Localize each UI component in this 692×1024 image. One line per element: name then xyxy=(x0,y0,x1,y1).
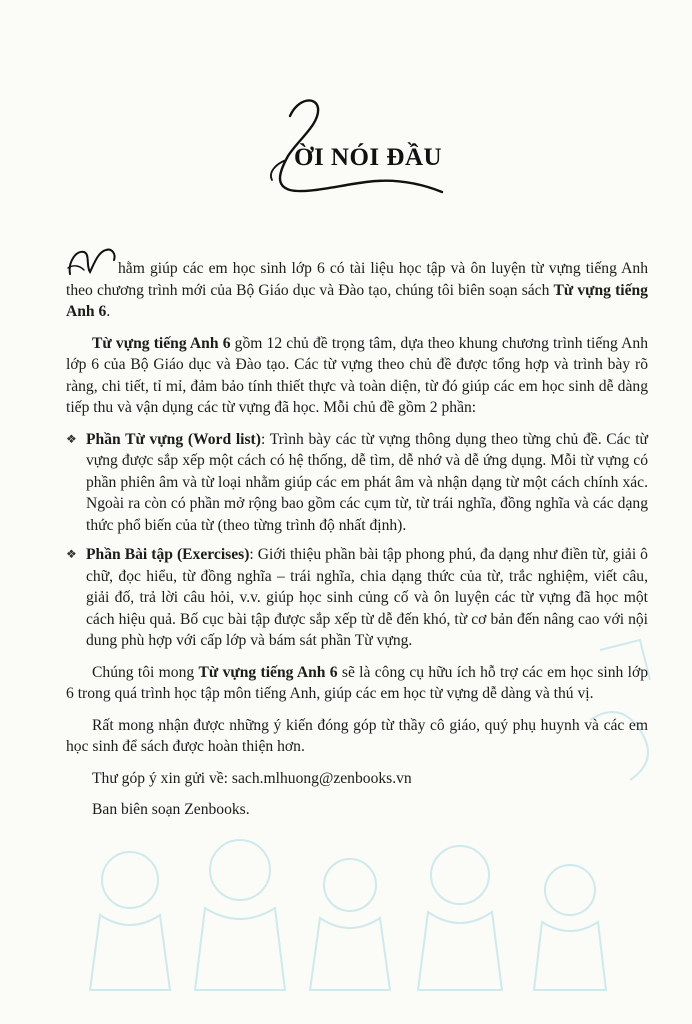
preface-body xyxy=(66,258,648,831)
signature: Ban biên soạn Zenbooks. xyxy=(92,801,250,818)
page-heading xyxy=(246,94,476,204)
part-text: : Giới thiệu phần bài tập phong phú, đa dạng như điền từ, giải ô chữ, đọc hiểu, từ đồng nghĩa – trái nghĩa, chia dạng thức của từ, trắc nghiệm, viết câu, giải đố, trả lời câu hỏi, v.v. giúp học sinh củng cố và ôn luyện các từ vựng đã học một cách hiệu quả. Bố cục bài tập được sắp xếp từ dễ đến khó, từ cơ bản đến nâng cao với nội dung phù hợp với cấp lớp và bám sát phần Từ vựng. xyxy=(86,546,648,649)
part-label: Phần Bài tập (Exercises) xyxy=(86,546,250,563)
intro-end: . xyxy=(106,303,111,320)
contact-label: Thư góp ý xin gửi về: xyxy=(92,769,232,787)
contact-email: sach.mlhuong@zenbooks.vn xyxy=(231,769,412,787)
page-title: ỜI NÓI ĐẦU xyxy=(294,144,443,171)
list-item xyxy=(66,429,648,537)
description-text: gồm 12 chủ đề trọng tâm, dựa theo khung chương trình tiếng Anh lớp 6 của Bộ Giáo dục và Đào tạo. Các từ vựng theo chủ đề được tổng hợp và trình bày rõ ràng, chi tiết, tỉ mỉ, đảm bảo tính thiết thực và toàn diện, từ đó giúp các em học sinh dễ dàng tiếp thu và vận dụng các từ vựng đã học. Mỗi chủ đề gồm 2 phần: xyxy=(66,334,648,416)
intro-paragraph xyxy=(66,258,648,323)
description-paragraph xyxy=(66,333,648,419)
book-title: Từ vựng tiếng Anh 6 xyxy=(198,663,338,681)
diamond-bullet-icon: ❖ xyxy=(66,547,77,561)
hope-text: Chúng tôi mong xyxy=(92,663,199,681)
script-n-dropcap-icon xyxy=(66,244,118,278)
intro-text: hằm giúp các em học sinh lớp 6 có tài liệu học tập và ôn luyện từ vựng tiếng Anh theo chương trình mới của Bộ Giáo dục và Đào tạo, chúng tôi biên soạn sách xyxy=(66,260,648,299)
diamond-bullet-icon: ❖ xyxy=(66,431,77,446)
hope-paragraph xyxy=(66,662,648,705)
parts-list xyxy=(66,429,648,652)
feedback-paragraph: Rất mong nhận được những ý kiến đóng góp từ thầy cô giáo, quý phụ huynh và các em học sinh để sách được hoàn thiện hơn. xyxy=(66,716,648,755)
hope-text-end: sẽ là công cụ hữu ích hỗ trợ các em học sinh lớp 6 trong quá trình học tập môn tiếng Anh, giúp các em học từ vựng dễ dàng và thú vị. xyxy=(66,663,649,702)
list-item xyxy=(66,544,648,652)
book-title: Từ vựng tiếng Anh 6 xyxy=(66,281,648,320)
book-title: Từ vựng tiếng Anh 6 xyxy=(92,334,231,352)
part-text: : Trình bày các từ vựng thông dụng theo từng chủ đề. Các từ vựng được sắp xếp một cách có hệ thống, dễ tìm, dễ nhớ và dễ ứng dụng. Mỗi từ vựng có phần phiên âm và từ loại nhằm giúp các em phát âm và nhận dạng từ một cách chính xác. Ngoài ra còn có phần mở rộng bao gồm các cụm từ, từ trái nghĩa, đồng nghĩa và các dạng thức phổ biến của từ (theo từng trình độ nhất định). xyxy=(86,430,648,534)
part-label: Phần Từ vựng (Word list) xyxy=(86,430,261,448)
contact-line xyxy=(66,768,648,790)
